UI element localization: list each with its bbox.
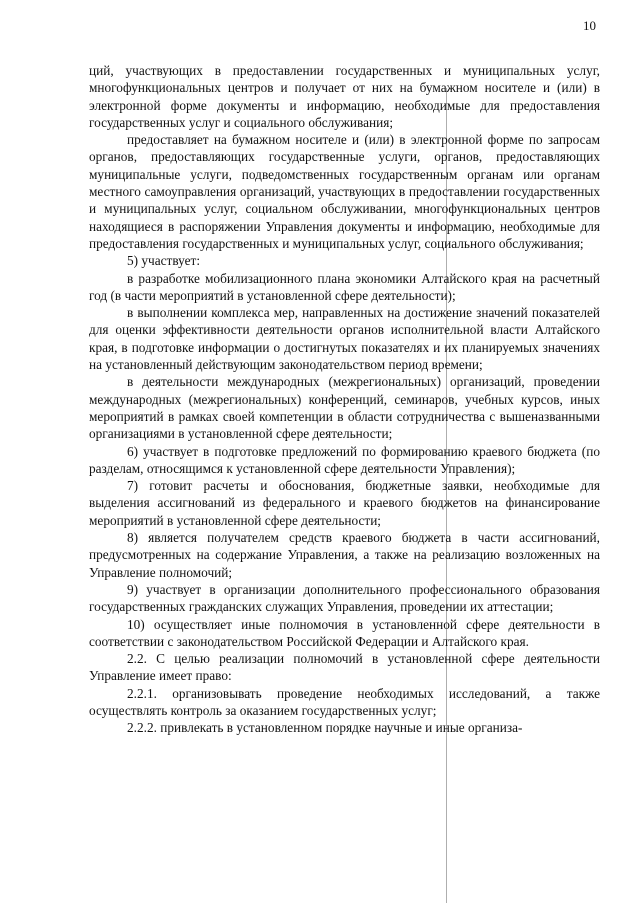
paragraph-item-5: 5) участвует: [127, 253, 201, 269]
paragraph-section-2-2-2: 2.2.2. привлекать в установленном порядке научные и иные организа- [127, 720, 523, 736]
paragraph-item-9: 9) участвует в организации дополнительного профессионального образования государственных гражданских служащих Управления, проведении их аттестации; [89, 581, 600, 615]
paragraph-continuation: ций, участвующих в предоставлении государственных и муниципальных услуг, многофункциональных центров и получает от них на бумажном носителе и (или) в электронной форме документы и информацию, необходимые для предоставления государственных услуг и социального обслуживания; [89, 63, 600, 130]
paragraph-mobilization-plan: в разработке мобилизационного плана экономики Алтайского края на расчетный год (в части мероприятий в установленной сфере деятельности); [89, 270, 600, 303]
paragraph-efficiency-measures: в выполнении комплекса мер, направленных на достижение значений показателей для оценки эффективности деятельности органов исполнительной власти Алтайского края, в подготовке информации о достигнутых показателях и их планируемых значениях на установленный действующим законодательством период времени; [89, 305, 600, 373]
paragraph-item-8: 8) является получателем средств краевого бюджета в части ассигнований, предусмотренных на содержание Управления, а также на реализацию возложенных на Управление полномочий; [89, 530, 600, 580]
page-number: 10 [583, 18, 596, 33]
paragraph-section-2-2-1: 2.2.1. организовывать проведение необходимых исследований, а также осуществлять контроль за оказанием государственных услуг; [89, 685, 600, 718]
paragraph-item-6: 6) участвует в подготовке предложений по формированию краевого бюджета (по разделам, относящимся к установленной сфере деятельности Управления); [89, 443, 600, 476]
paragraph-section-2-2: 2.2. С целью реализации полномочий в установленной сфере деятельности Управление имеет право: [89, 651, 600, 684]
paragraph-international-organizations: в деятельности международных (межрегиональных) организаций, проведении международных (межрегиональных) конференций, семинаров, учебных курсов, иных мероприятий в рамках своей компетенции в области сотрудничества с вышеназванными организациями в установленной сфере деятельности; [89, 374, 600, 442]
paragraph-provides-documents: предоставляет на бумажном носителе и (или) в электронной форме по запросам органов, предоставляющих государственные услуги, органов, предоставляющих муниципальные услуги, подведомственных государственным органам или органам местного самоуправления организаций, участвующих в предоставлении государственных и муниципальных услуг, социальном обслуживании, многофункциональных центров находящиеся в распоряжении Управления документы и информацию, необходимые для предоставления государственных и муниципальных услуг, социального обслуживания; [89, 132, 600, 251]
document-body [89, 62, 600, 737]
paragraph-item-10: 10) осуществляет иные полномочия в установленной сфере деятельности в соответствии с законодательством Российской Федерации и Алтайского края. [89, 616, 600, 649]
paragraph-item-7: 7) готовит расчеты и обоснования, бюджетные заявки, необходимые для выделения ассигнований из федерального и краевого бюджетов на финансирование мероприятий в установленной сфере деятельности; [89, 478, 600, 528]
